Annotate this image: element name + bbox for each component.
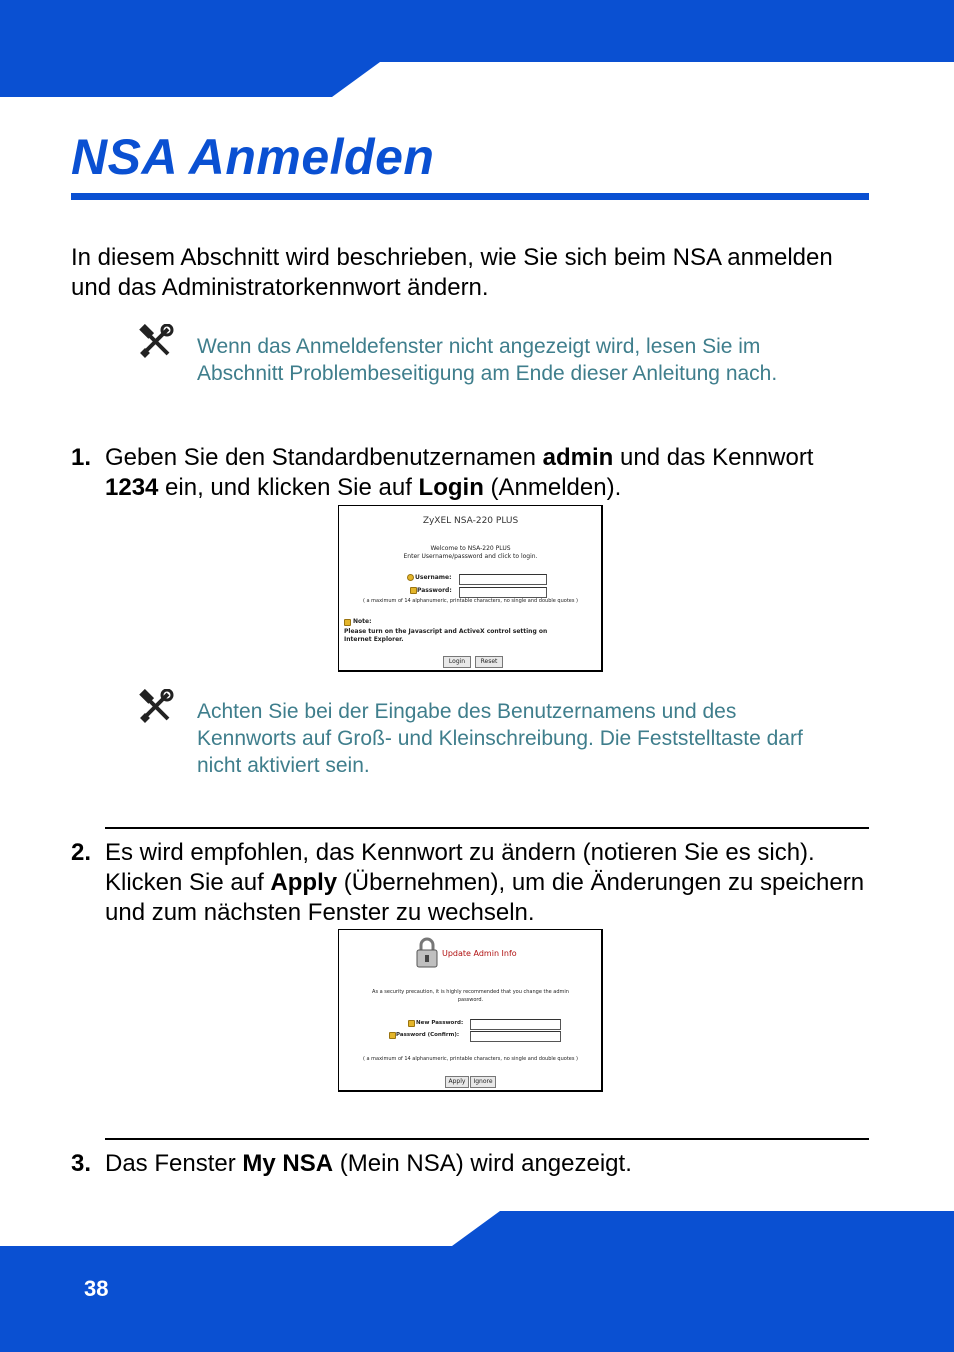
lock-icon: [389, 1032, 396, 1039]
login-instruction: Enter Username/password and click to login.: [403, 553, 538, 560]
admin-screenshot: [338, 929, 603, 1092]
step-number: 2.: [71, 839, 92, 866]
ignore-button[interactable]: Ignore: [470, 1076, 496, 1088]
page-title: NSA Anmelden: [71, 129, 435, 185]
lock-icon: [408, 1020, 415, 1027]
step-text: Es wird empfohlen, das Kennwort zu ändern (notieren Sie es sich). Klicken Sie auf Apply (Übernehmen), um die Änderungen zu speichern und zum nächsten Fenster zu wechseln.: [105, 839, 865, 926]
step-number: 3.: [71, 1150, 92, 1177]
new-password-label: New Password:: [416, 1020, 464, 1026]
tools-icon: [138, 324, 174, 360]
admin-text: password.: [457, 997, 484, 1003]
footer-band: [0, 1211, 954, 1352]
login-note-text: Internet Explorer.: [344, 636, 404, 643]
note-icon: [344, 619, 351, 626]
title-underline: [71, 193, 869, 200]
admin-heading: Update Admin Info: [442, 949, 517, 958]
step-text: Geben Sie den Standardbenutzernamen admin und das Kennwort 1234 ein, und klicken Sie auf Login (Anmelden).: [105, 444, 814, 501]
confirm-password-label: Password (Confirm):: [396, 1032, 460, 1038]
password-label: Password:: [417, 587, 452, 594]
password-input[interactable]: [459, 587, 547, 598]
reset-button[interactable]: Reset: [475, 656, 503, 668]
step-text: Das Fenster My NSA (Mein NSA) wird angezeigt.: [105, 1150, 632, 1177]
page-number: 38: [84, 1276, 109, 1301]
section-divider: [105, 1138, 869, 1140]
login-note-label: Note:: [353, 618, 372, 625]
confirm-password-input[interactable]: [470, 1031, 561, 1042]
admin-text: As a security precaution, it is highly recommended that you change the admin: [372, 989, 569, 995]
admin-hint: ( a maximum of 14 alphanumeric, printable characters, no single and double quotes ): [362, 1056, 579, 1062]
header-band: [0, 0, 954, 97]
login-screenshot: [338, 505, 603, 672]
padlock-icon: [415, 936, 439, 974]
lock-icon: [410, 587, 417, 594]
note-text: Achten Sie bei der Eingabe des Benutzernamens und des Kennworts auf Groß- und Kleinschreibung. Die Feststelltaste darf nicht aktiviert sein.: [197, 700, 803, 777]
section-divider: [105, 827, 869, 829]
login-heading: ZyXEL NSA-220 PLUS: [422, 516, 519, 526]
username-input[interactable]: [459, 574, 547, 585]
login-welcome: Welcome to NSA-220 PLUS: [430, 545, 511, 552]
step-number: 1.: [71, 444, 92, 471]
user-icon: [407, 574, 414, 581]
note-text: Wenn das Anmeldefenster nicht angezeigt wird, lesen Sie im Abschnitt Problembeseitigung am Ende dieser Anleitung nach.: [197, 335, 778, 385]
login-note-text: Please turn on the Javascript and ActiveX control setting on: [344, 628, 548, 635]
apply-button[interactable]: Apply: [445, 1076, 469, 1088]
tools-icon: [138, 689, 174, 725]
username-label: Username:: [415, 574, 452, 581]
intro-paragraph: In diesem Abschnitt wird beschrieben, wie Sie sich beim NSA anmelden und das Administratorkennwort ändern.: [71, 244, 833, 301]
login-hint: ( a maximum of 14 alphanumeric, printable characters, no single and double quotes ): [362, 598, 579, 604]
login-button[interactable]: Login: [443, 656, 471, 668]
new-password-input[interactable]: [470, 1019, 561, 1030]
